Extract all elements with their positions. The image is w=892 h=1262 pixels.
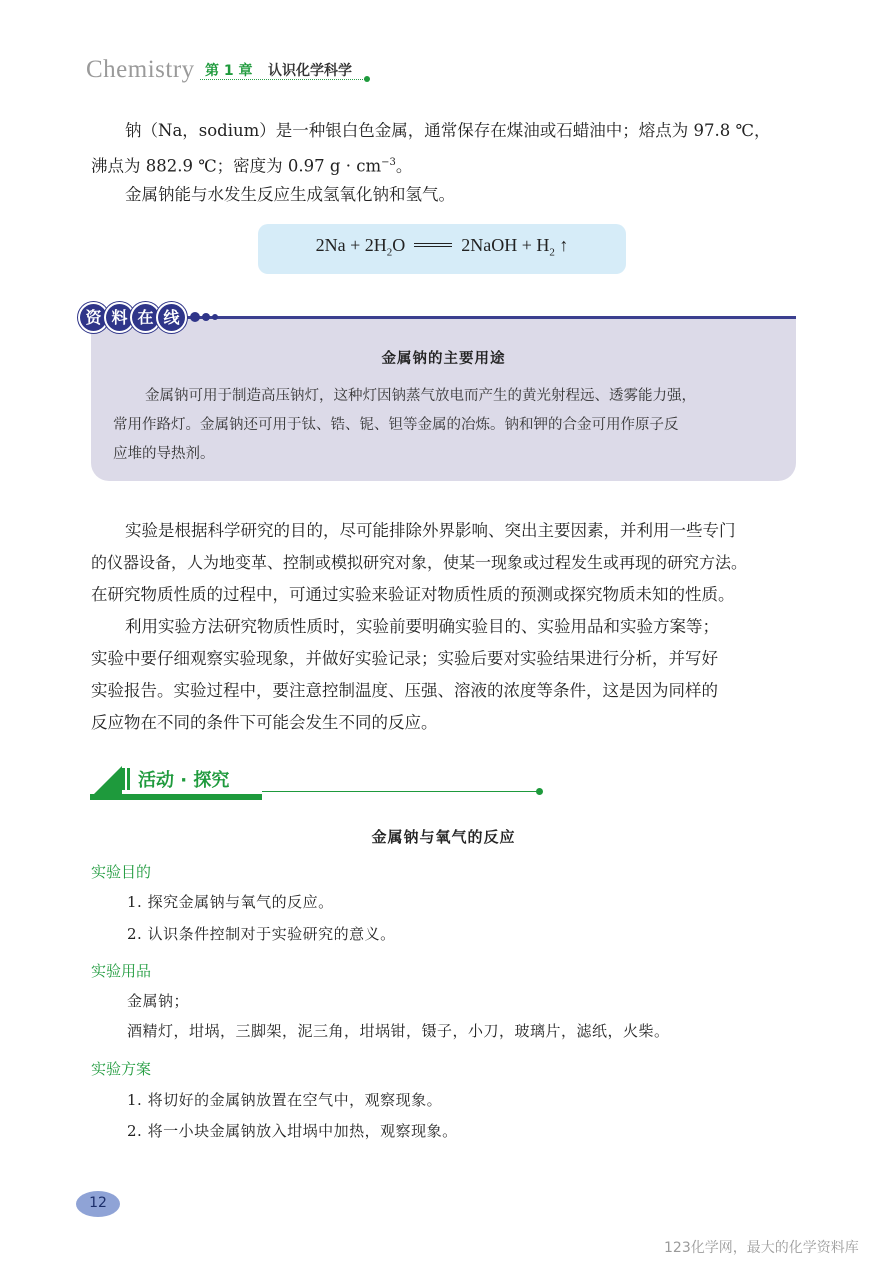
activity-stripe: [127, 768, 130, 790]
watermark: 123化学网，最大的化学资料库: [664, 1240, 859, 1256]
badge-char-1: 资: [80, 304, 107, 331]
activity-dot: [536, 788, 543, 795]
info-line-3: 应堆的导热剂。: [113, 446, 215, 462]
purpose-item-2: 2. 认识条件控制对于实验研究的意义。: [127, 925, 396, 943]
page-number: 12: [89, 1195, 107, 1211]
chapter-title: 认识化学科学: [268, 63, 352, 79]
badge-char-4: 线: [158, 304, 185, 331]
equation-left-end: O: [392, 235, 406, 255]
plan-heading: 实验方案: [91, 1060, 152, 1078]
equals-sign: [414, 241, 452, 249]
intro-line-2-text: 沸点为 882.9 ℃；密度为 0.97 g · cm: [91, 156, 382, 176]
info-line-2: 常用作路灯。金属钠还可用于钛、锆、铌、钽等金属的冶炼。钠和钾的合金可用作原子反: [113, 417, 679, 433]
intro-line-3: 金属钠能与水发生反应生成氢氧化钠和氢气。: [125, 185, 455, 204]
badge-dot: [202, 313, 210, 321]
purpose-item-1: 1. 探究金属钠与氧气的反应。: [127, 893, 334, 911]
p2-line-4: 反应物在不同的条件下可能会发生不同的反应。: [91, 713, 438, 732]
gas-arrow: ↑: [559, 235, 569, 255]
materials-heading: 实验用品: [91, 962, 152, 980]
p1-line-1: 实验是根据科学研究的目的，尽可能排除外界影响、突出主要因素，并利用一些专门: [125, 521, 736, 540]
p2-line-1: 利用实验方法研究物质性质时，实验前要明确实验目的、实验用品和实验方案等；: [125, 617, 719, 636]
badge-dot: [212, 314, 218, 320]
header-divider: [200, 79, 365, 80]
p2-line-2: 实验中要仔细观察实验现象，并做好实验记录；实验后要对实验结果进行分析，并写好: [91, 649, 718, 668]
materials-item-1: 金属钠；: [127, 992, 190, 1010]
equation-left: 2Na + 2H: [315, 235, 387, 255]
purpose-heading: 实验目的: [91, 863, 152, 881]
activity-underline-bar: [90, 794, 262, 800]
intro-line-2-end: 。: [395, 156, 413, 176]
plan-item-2: 2. 将一小块金属钠放入坩埚中加热，观察现象。: [127, 1122, 458, 1140]
header-brand: Chemistry: [86, 56, 195, 83]
info-title: 金属钠的主要用途: [381, 350, 506, 367]
activity-line: [262, 791, 538, 792]
equation-right: 2NaOH + H: [461, 235, 550, 255]
materials-item-2: 酒精灯，坩埚，三脚架，泥三角，坩埚钳，镊子，小刀，玻璃片，滤纸，火柴。: [127, 1022, 670, 1040]
equation-right-subscript: 2: [549, 246, 555, 259]
p1-line-2: 的仪器设备，人为地变革、控制或模拟研究对象，使某一现象或过程发生或再现的研究方法。: [91, 553, 748, 572]
chemical-equation: [258, 235, 626, 259]
experiment-title: 金属钠与氧气的反应: [371, 828, 516, 846]
info-box-topline: [180, 316, 796, 319]
plan-item-1: 1. 将切好的金属钠放置在空气中，观察现象。: [127, 1091, 443, 1109]
density-exponent: −3: [381, 157, 396, 168]
chapter-number: 第 1 章: [205, 63, 253, 79]
badge-dot: [190, 312, 200, 322]
intro-line-1: 钠（Na，sodium）是一种银白色金属，通常保存在煤油或石蜡油中；熔点为 97.8 ℃，: [125, 121, 771, 140]
badge-char-3: 在: [132, 304, 159, 331]
equation-left-subscript: 2: [386, 246, 393, 259]
info-line-1: 金属钠可用于制造高压钠灯，这种灯因钠蒸气放电而产生的黄光射程远、透雾能力强，: [145, 388, 696, 404]
badge-char-2: 料: [106, 304, 133, 331]
activity-stripe: [122, 768, 125, 790]
activity-title: 活动 · 探究: [138, 770, 230, 791]
p2-line-3: 实验报告。实验过程中，要注意控制温度、压强、溶液的浓度等条件，这是因为同样的: [91, 681, 718, 700]
header-dot: [364, 76, 370, 82]
p1-line-3: 在研究物质性质的过程中，可通过实验来验证对物质性质的预测或探究物质未知的性质。: [91, 585, 735, 604]
